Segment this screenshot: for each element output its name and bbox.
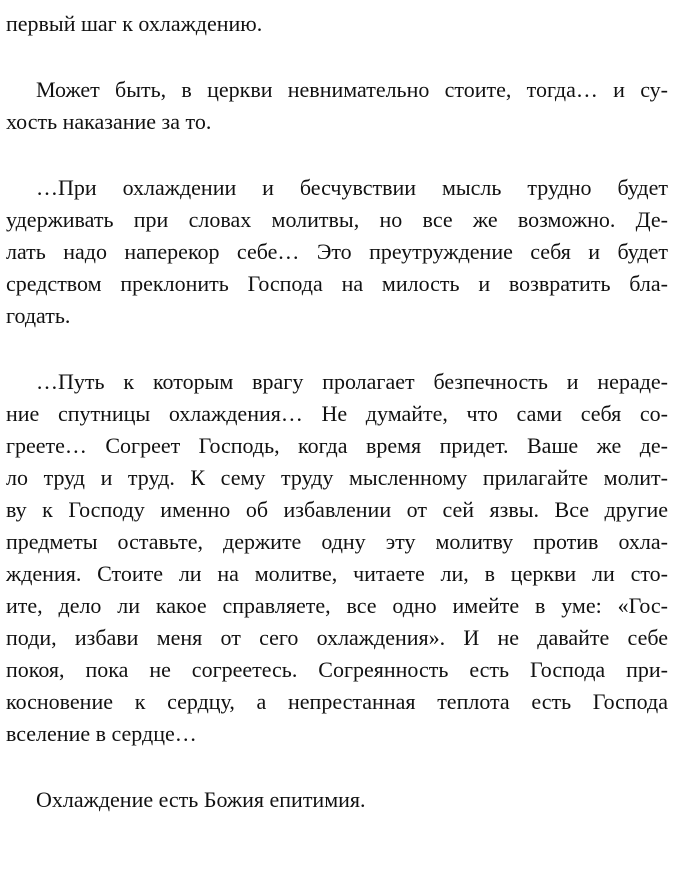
text-line: годать. [6,303,71,328]
text-line: ло труд и труд. К сему труду мысленному прилагайте молит- [6,465,668,490]
text-line: косновение к сердцу, а непрестанная теплота есть Господа [6,689,668,714]
text-line: первый шаг к охлаждению. [6,11,263,36]
paragraph-continuation [6,8,668,40]
text-line: средством преклонить Господа на милость и возвратить бла- [6,271,668,296]
text-line: вселение в сердце… [6,721,197,746]
text-line: …При охлаждении и бесчувствии мысль трудно будет [36,175,668,200]
text-line: Может быть, в церкви невнимательно стоите, тогда… и су- [36,77,668,102]
paragraph [6,172,668,332]
text-line: лать надо наперекор себе… Это преутруждение себя и будет [6,239,668,264]
text-line: Охлаждение есть Божия епитимия. [36,787,366,812]
text-line: ние спутницы охлаждения… Не думайте, что сами себя со- [6,401,668,426]
text-line: предметы оставьте, держите одну эту молитву против охла- [6,529,668,554]
paragraph [6,74,668,138]
text-line: ждения. Стоите ли на молитве, читаете ли, в церкви ли сто- [6,561,668,586]
text-line: греете… Согреет Господь, когда время придет. Ваше же де- [6,433,668,458]
text-line: …Путь к которым врагу пролагает безпечность и нераде- [36,369,668,394]
text-line: покоя, пока не согреетесь. Согреянность есть Господа при- [6,657,668,682]
text-line: удерживать при словах молитвы, но все же возможно. Де- [6,207,668,232]
text-line: поди, избави меня от сего охлаждения». И не давайте себе [6,625,668,650]
text-line: хость наказание за то. [6,109,212,134]
text-line: ите, дело ли какое справляете, все одно имейте в уме: «Гос- [6,593,668,618]
document-page [6,8,668,816]
paragraph [6,366,668,750]
paragraph [6,784,668,816]
text-line: ву к Господу именно об избавлении от сей язвы. Все другие [6,497,668,522]
